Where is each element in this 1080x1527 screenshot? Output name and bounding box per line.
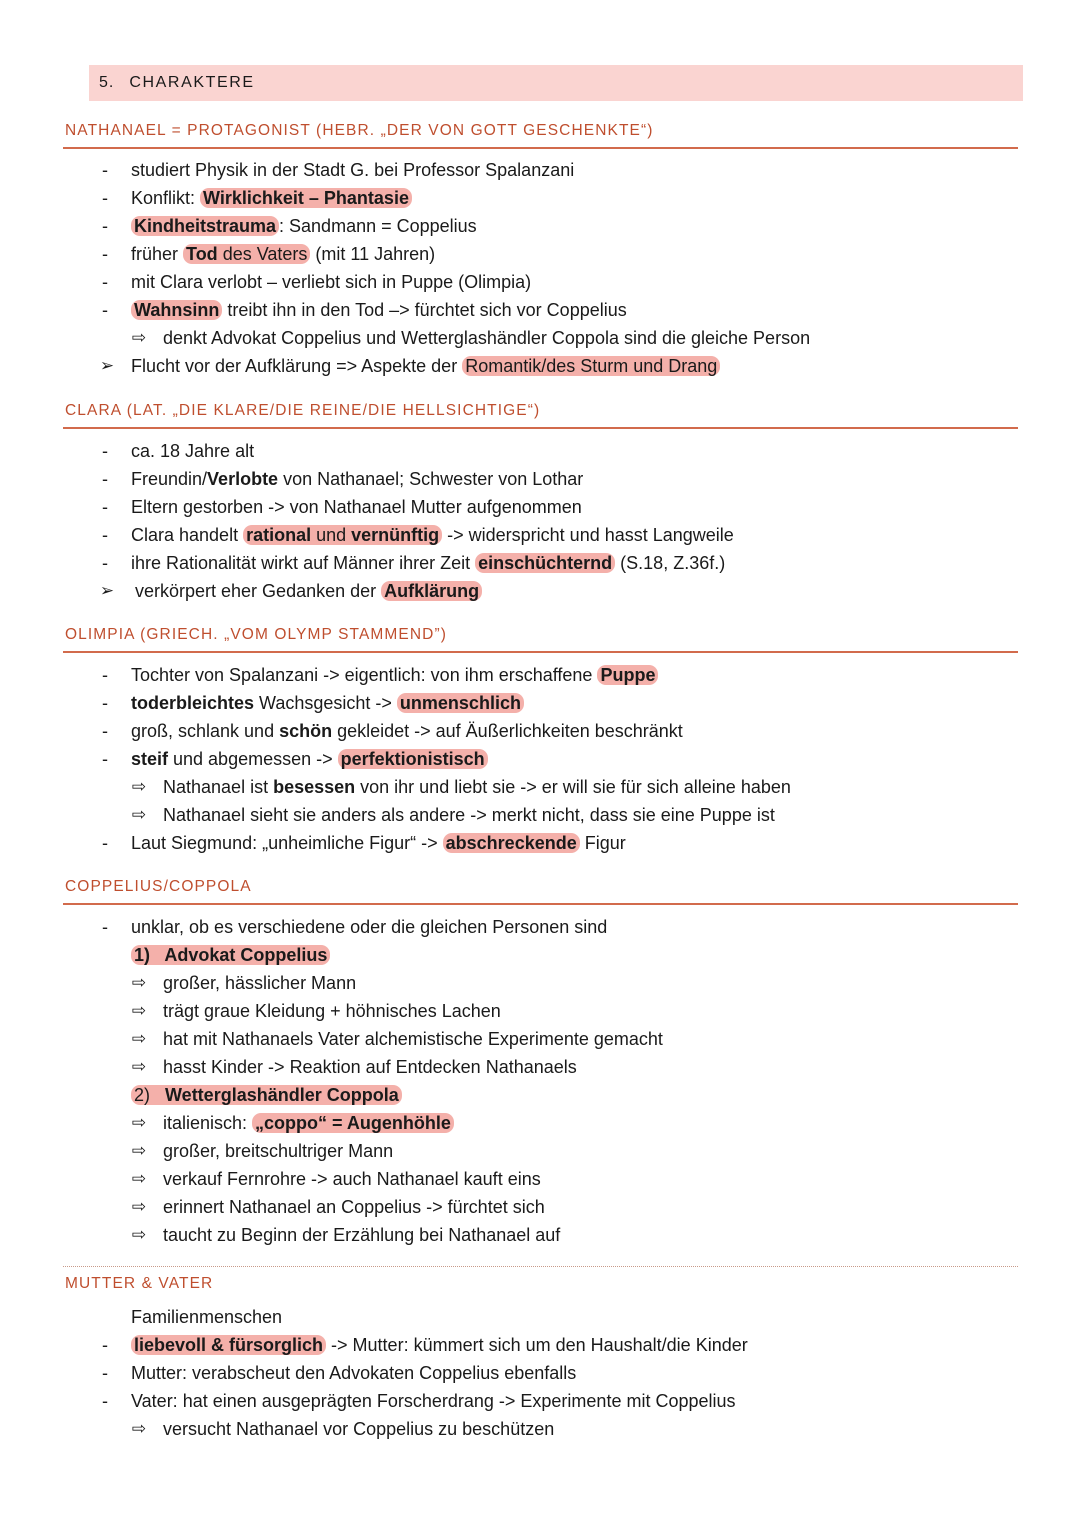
list-item: ⇨ großer, hässlicher Mann — [63, 969, 1018, 997]
dash-bullet-icon: - — [102, 441, 108, 461]
list-item: ➢ Flucht vor der Aufklärung => Aspekte der Romantik/des Sturm und Drang — [63, 352, 1018, 380]
list-item: ⇨ italienisch: „coppo“ = Augenhöhle — [63, 1109, 1018, 1137]
dash-bullet-icon: - — [102, 693, 108, 713]
dash-bullet-icon: - — [102, 469, 108, 489]
arrow-right-icon: ⇨ — [131, 1419, 147, 1438]
highlight: perfektionistisch — [338, 749, 488, 769]
arrow-right-icon: ⇨ — [131, 1197, 147, 1216]
section-rule — [63, 147, 1018, 149]
highlight: Tod des Vaters — [183, 244, 310, 264]
highlight: Puppe — [597, 665, 658, 685]
arrow-right-icon: ⇨ — [131, 805, 147, 824]
dash-bullet-icon: - — [102, 665, 108, 685]
section-title: NATHANAEL = PROTAGONIST (HEBR. „DER VON GOTT GESCHENKTE“) — [65, 122, 654, 139]
list-item: - Tochter von Spalanzani -> eigentlich: von ihm erschaffene Puppe — [63, 661, 1018, 689]
list-item: - Konflikt: Wirklichkeit – Phantasie — [63, 184, 1018, 212]
list-item: - ihre Rationalität wirkt auf Männer ihrer Zeit einschüchternd (S.18, Z.36f.) — [63, 549, 1018, 577]
highlight: 2) Wetterglashändler Coppola — [131, 1085, 402, 1105]
dash-bullet-icon: - — [102, 1363, 108, 1383]
dash-bullet-icon: - — [102, 1391, 108, 1411]
list-item: ⇨ denkt Advokat Coppelius und Wetterglashändler Coppola sind die gleiche Person — [63, 324, 1018, 352]
list-item: - mit Clara verlobt – verliebt sich in Puppe (Olimpia) — [63, 268, 1018, 296]
dash-bullet-icon: - — [102, 917, 108, 937]
arrow-right-icon: ⇨ — [131, 1141, 147, 1160]
list-item: - liebevoll & fürsorglich -> Mutter: kümmert sich um den Haushalt/die Kinder — [63, 1331, 1018, 1359]
arrow-right-icon: ⇨ — [131, 973, 147, 992]
list-item: - früher Tod des Vaters (mit 11 Jahren) — [63, 240, 1018, 268]
dash-bullet-icon: - — [102, 188, 108, 208]
section-mutter-vater — [63, 1266, 1018, 1443]
section-olimpia — [63, 624, 1018, 857]
section-rule — [63, 903, 1018, 905]
list-item: ⇨ hat mit Nathanaels Vater alchemistische Experimente gemacht — [63, 1025, 1018, 1053]
list-item: ⇨ erinnert Nathanael an Coppelius -> fürchtet sich — [63, 1193, 1018, 1221]
list-item — [63, 1081, 1018, 1109]
arrow-right-icon: ⇨ — [131, 328, 147, 347]
list-item: ⇨ hasst Kinder -> Reaktion auf Entdecken Nathanaels — [63, 1053, 1018, 1081]
item-list — [63, 156, 1018, 380]
arrow-right-icon: ⇨ — [131, 1113, 147, 1132]
list-item: - groß, schlank und schön gekleidet -> auf Äußerlichkeiten beschränkt — [63, 717, 1018, 745]
section-rule — [63, 651, 1018, 653]
highlight: Aufklärung — [381, 581, 482, 601]
list-item: ⇨ verkauf Fernrohre -> auch Nathanael kauft eins — [63, 1165, 1018, 1193]
section-title: OLIMPIA (GRIECH. „VOM OLYMP STAMMEND”) — [65, 626, 447, 643]
highlight: abschreckende — [443, 833, 580, 853]
dash-bullet-icon: - — [102, 749, 108, 769]
list-item — [63, 941, 1018, 969]
arrow-right-icon: ⇨ — [131, 1001, 147, 1020]
list-item: ⇨ Nathanael ist besessen von ihr und liebt sie -> er will sie für sich alleine haben — [63, 773, 1018, 801]
list-item: Familienmenschen — [131, 1307, 283, 1327]
list-item: ⇨ trägt graue Kleidung + höhnisches Lachen — [63, 997, 1018, 1025]
highlight: rational und vernünftig — [243, 525, 442, 545]
section-nathanael — [63, 120, 1018, 380]
highlight: 1) Advokat Coppelius — [131, 945, 330, 965]
list-item: ⇨ großer, breitschultriger Mann — [63, 1137, 1018, 1165]
highlight: Kindheitstrauma — [131, 216, 279, 236]
arrow-right-icon: ⇨ — [131, 1057, 147, 1076]
section-title: COPPELIUS/COPPOLA — [65, 878, 252, 895]
highlight: „coppo“ = Augenhöhle — [252, 1113, 454, 1133]
list-item: ➢ verkörpert eher Gedanken der Aufklärung — [63, 577, 1018, 605]
dash-bullet-icon: - — [102, 721, 108, 741]
item-list — [63, 437, 1018, 605]
list-item: - steif und abgemessen -> perfektionistisch — [63, 745, 1018, 773]
list-item: ⇨ Nathanael sieht sie anders als andere -> merkt nicht, dass sie eine Puppe ist — [63, 801, 1018, 829]
dash-bullet-icon: - — [102, 216, 108, 236]
highlight: einschüchternd — [475, 553, 615, 573]
highlight: Wahnsinn — [131, 300, 222, 320]
dash-bullet-icon: - — [102, 244, 108, 264]
highlight: Wirklichkeit – Phantasie — [200, 188, 412, 208]
arrowhead-bullet-icon: ➢ — [99, 356, 115, 375]
arrow-right-icon: ⇨ — [131, 1225, 147, 1244]
list-item: - Mutter: verabscheut den Advokaten Coppelius ebenfalls — [63, 1359, 1018, 1387]
dash-bullet-icon: - — [102, 272, 108, 292]
list-item: - unklar, ob es verschiedene oder die gleichen Personen sind — [63, 913, 1018, 941]
list-item: ⇨ taucht zu Beginn der Erzählung bei Nathanael auf — [63, 1221, 1018, 1249]
section-clara — [63, 400, 1018, 605]
list-item: ⇨ versucht Nathanael vor Coppelius zu beschützen — [63, 1415, 1018, 1443]
list-item: - Wahnsinn treibt ihn in den Tod –> fürchtet sich vor Coppelius — [63, 296, 1018, 324]
dash-bullet-icon: - — [102, 300, 108, 320]
list-item: - Laut Siegmund: „unheimliche Figur“ -> abschreckende Figur — [63, 829, 1018, 857]
arrow-right-icon: ⇨ — [131, 1029, 147, 1048]
list-item: - Kindheitstrauma : Sandmann = Coppelius — [63, 212, 1018, 240]
item-list — [63, 1303, 1018, 1443]
section-title: CLARA (LAT. „DIE KLARE/DIE REINE/DIE HELLSICHTIGE“) — [65, 402, 541, 419]
highlight: liebevoll & fürsorglich — [131, 1335, 326, 1355]
highlight: Romantik/des Sturm und Drang — [462, 356, 720, 376]
dash-bullet-icon: - — [102, 160, 108, 180]
section-title: MUTTER & VATER — [65, 1275, 214, 1292]
section-coppelius-coppola — [63, 876, 1018, 1249]
chapter-number: 5. — [99, 74, 115, 91]
list-item: - ca. 18 Jahre alt — [63, 437, 1018, 465]
highlight: unmenschlich — [397, 693, 524, 713]
dash-bullet-icon: - — [102, 1335, 108, 1355]
dash-bullet-icon: - — [102, 525, 108, 545]
chapter-title: CHARAKTERE — [129, 74, 255, 91]
arrow-right-icon: ⇨ — [131, 777, 147, 796]
arrow-right-icon: ⇨ — [131, 1169, 147, 1188]
list-item: - Vater: hat einen ausgeprägten Forscherdrang -> Experimente mit Coppelius — [63, 1387, 1018, 1415]
arrowhead-bullet-icon: ➢ — [99, 581, 115, 600]
dash-bullet-icon: - — [102, 833, 108, 853]
item-list — [63, 913, 1018, 1249]
list-item: - toderbleichtes Wachsgesicht -> unmenschlich — [63, 689, 1018, 717]
chapter-header — [89, 65, 1023, 101]
list-item: - Clara handelt rational und vernünftig -> widerspricht und hasst Langweile — [63, 521, 1018, 549]
section-rule — [63, 1266, 1018, 1267]
list-item: - studiert Physik in der Stadt G. bei Professor Spalanzani — [63, 156, 1018, 184]
list-item: - Eltern gestorben -> von Nathanael Mutter aufgenommen — [63, 493, 1018, 521]
list-item: - Freundin/Verlobte von Nathanael; Schwester von Lothar — [63, 465, 1018, 493]
section-rule — [63, 427, 1018, 429]
item-list — [63, 661, 1018, 857]
dash-bullet-icon: - — [102, 553, 108, 573]
dash-bullet-icon: - — [102, 497, 108, 517]
